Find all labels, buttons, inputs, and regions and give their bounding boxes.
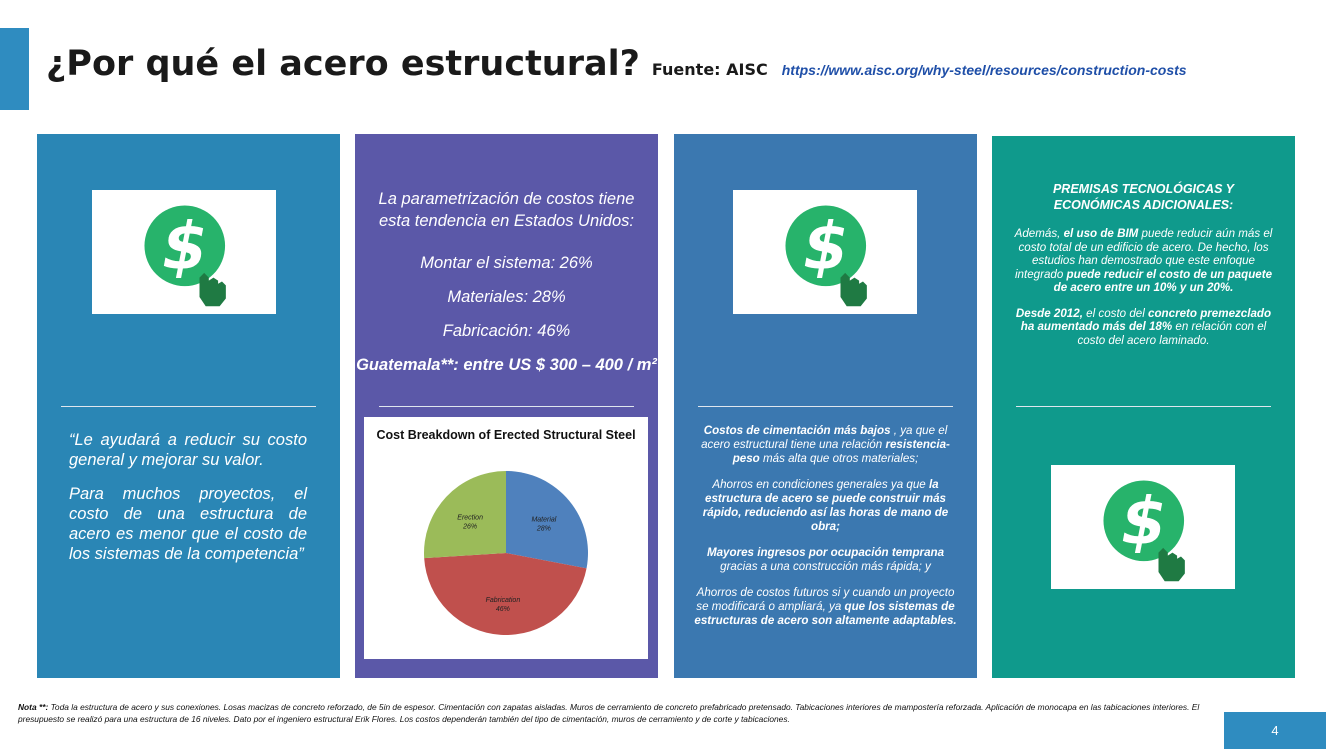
cost-line-materials: Materiales: 28% bbox=[447, 288, 566, 306]
pie-label-material-name: Material bbox=[531, 516, 557, 524]
pie-label-fabrication-value: 46% bbox=[495, 606, 510, 614]
divider bbox=[698, 406, 953, 407]
title-accent-bar bbox=[0, 28, 29, 110]
premises-text bbox=[1010, 227, 1277, 359]
pie-label-erection-name: Erection bbox=[457, 514, 483, 522]
benefit-adaptable: Ahorros de costos futuros si y cuando un proyecto se modificará o ampliará, ya que los sistemas de estructuras de acero son altamente adaptables. bbox=[694, 586, 957, 627]
dollar-hand-icon bbox=[92, 190, 276, 314]
page-title: ¿Por qué el acero estructural? bbox=[46, 44, 640, 84]
divider bbox=[61, 406, 316, 407]
cost-line-fabrication: Fabricación: 46% bbox=[442, 322, 571, 340]
pie-slice-fabrication bbox=[424, 553, 586, 635]
card-reduce-cost bbox=[37, 134, 340, 678]
pie-label-material-value: 28% bbox=[536, 525, 551, 533]
cost-line-guatemala: Guatemala**: entre US $ 300 – 400 / m² bbox=[356, 356, 657, 374]
benefit-occupancy: Mayores ingresos por ocupación temprana gracias a una construcción más rápida; y bbox=[706, 546, 945, 573]
page-number: 4 bbox=[1224, 712, 1326, 749]
intro-text: La parametrización de costos tiene esta tendencia en Estados Unidos: bbox=[378, 190, 635, 230]
benefits-text bbox=[694, 424, 957, 640]
dollar-hand-icon bbox=[1051, 465, 1235, 589]
premise-concrete: Desde 2012, el costo del concreto premezclado ha aumentado más del 18% en relación con el costo del acero laminado. bbox=[1015, 306, 1272, 347]
quote-paragraph: Para muchos proyectos, el costo de una estructura de acero es menor que el costo de los sistemas de la competencia” bbox=[69, 485, 307, 563]
cost-line-erection: Montar el sistema: 26% bbox=[420, 254, 593, 272]
pie-label-fabrication-name: Fabrication bbox=[485, 597, 521, 605]
dollar-hand-icon bbox=[733, 190, 917, 314]
divider bbox=[1016, 406, 1271, 407]
pie-chart-panel bbox=[364, 417, 648, 659]
benefit-speed: Ahorros en condiciones generales ya que la estructura de acero se puede construir más rápido, reduciendo así las horas de mano de obra; bbox=[702, 478, 949, 533]
quote-text bbox=[69, 430, 307, 578]
chart-title: Cost Breakdown of Erected Structural Steel bbox=[376, 428, 636, 442]
footnote: Nota **: Toda la estructura de acero y sus conexiones. Losas macizas de concreto reforzado, de 5in de espesor. Cimentación con zapatas aisladas. Muros de cerramiento de concreto prefabricado pretensado. Tabicaciones interiores de mampostería reforzada. Aplicación de monocapa en las tabicaciones interiores. El presupuesto se realizó para una estructura de 16 niveles. Dato por el ingeniero estructural Erik Flores. Los costos dependerán también del tipo de cimentación, muros de cerramiento y de corte y tabicaciones. bbox=[18, 702, 1200, 724]
source-link[interactable]: https://www.aisc.org/why-steel/resources/construction-costs bbox=[781, 62, 1187, 78]
card-benefits bbox=[674, 134, 977, 678]
premise-bim: Además, el uso de BIM puede reducir aún más el costo total de un edificio de acero. De hecho, los estudios han demostrado que este enfoque integrado puede reducir el costo de un paquete de acero entre un 10% y un 20%. bbox=[1014, 227, 1273, 294]
quote-paragraph: “Le ayudará a reducir su costo general y mejorar su valor. bbox=[69, 431, 307, 469]
pie-label-erection-value: 26% bbox=[463, 523, 478, 531]
cost-breakdown-text bbox=[355, 188, 658, 388]
header bbox=[46, 44, 1187, 84]
pie-chart bbox=[364, 417, 648, 659]
divider bbox=[379, 406, 634, 407]
card-cost-parametrization bbox=[355, 134, 658, 678]
premises-title: PREMISAS TECNOLÓGICAS Y ECONÓMICAS ADICIONALES: bbox=[1052, 182, 1235, 212]
benefit-foundation: Costos de cimentación más bajos , ya que el acero estructural tiene una relación resistencia-peso más alta que otros materiales; bbox=[701, 424, 950, 465]
source-label: Fuente: AISC bbox=[651, 60, 768, 79]
card-premises bbox=[992, 136, 1295, 678]
